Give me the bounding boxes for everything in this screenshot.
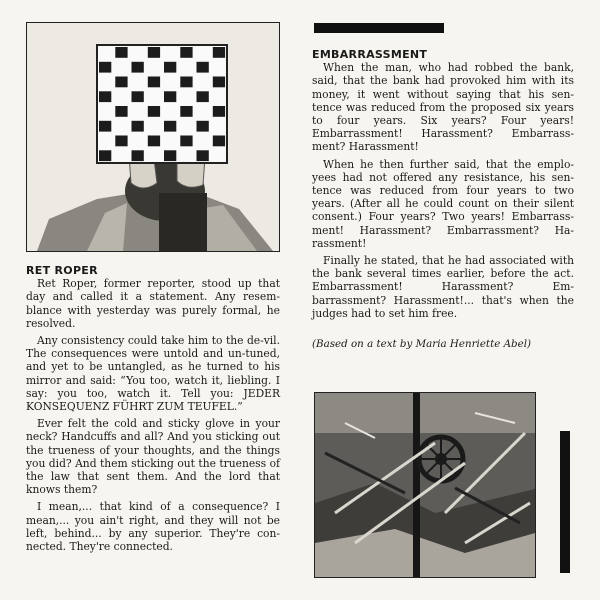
- chess-square: [213, 77, 225, 88]
- chess-square: [213, 106, 225, 117]
- chess-square: [132, 91, 144, 102]
- chess-square: [115, 77, 127, 88]
- chess-square: [197, 62, 209, 73]
- chess-square: [132, 62, 144, 73]
- chess-square: [164, 91, 176, 102]
- chess-square: [99, 91, 111, 102]
- chess-square: [180, 47, 192, 58]
- chess-square: [115, 136, 127, 147]
- scrapyard-photo-graphic: [315, 393, 535, 577]
- chess-square: [99, 62, 111, 73]
- article-embarrassment: [312, 48, 574, 351]
- article-ret-roper: [26, 264, 280, 553]
- chess-square: [180, 77, 192, 88]
- decorative-bar-top: [314, 23, 444, 33]
- chessboard-photo-graphic: [27, 23, 279, 251]
- chess-square: [148, 106, 160, 117]
- chess-square: [213, 47, 225, 58]
- chess-square: [115, 47, 127, 58]
- paragraph: I mean,... that kind of a consequence? I mean,... you ain't right, and they will not be left, behind... by any superior. They're con-nected. They're connected.: [26, 500, 280, 554]
- paragraph: Ever felt the cold and sticky glove in your neck? Handcuffs and all? And you sticking out the trueness of your thoughts, and the things you did? And them sticking out the trueness of the law that sent them. And the lord that knows them?: [26, 417, 280, 497]
- article-heading: EMBARRASSMENT: [312, 48, 428, 61]
- paragraph: When the man, who had robbed the bank, said, that the bank had provoked him with its money, it went without saying that his sen-tence was reduced from the proposed six years to four years. Six years? Four years! Embarrassment! Harassment? Embarrass-ment? Harassment!: [312, 61, 574, 154]
- paragraph: Finally he stated, that he had associated with the bank several times earlier, before the act. Embarrassment! Harassment? Em-barrassment? Harassment!... that's when the judges had to set him free.: [312, 254, 574, 320]
- chess-square: [164, 121, 176, 132]
- chess-square: [180, 136, 192, 147]
- chess-square: [197, 121, 209, 132]
- chess-square: [213, 136, 225, 147]
- chess-square: [164, 150, 176, 161]
- chess-square: [132, 150, 144, 161]
- chess-square: [197, 150, 209, 161]
- chess-square: [115, 106, 127, 117]
- source-credit: (Based on a text by Maria Henriette Abel): [312, 338, 532, 351]
- scrapyard-photo: [314, 392, 536, 578]
- paragraph: When he then further said, that the emplo-yees had not offered any resistance, his sen-tence was reduced from four years to two years. (After all he could count on their silent consent.) Four years? Two years! Embarrass-ment! Harassment? Embarrassment? Ha-rassment!: [312, 157, 574, 250]
- article-heading: RET ROPER: [26, 264, 98, 277]
- chess-square: [132, 121, 144, 132]
- paragraph: Ret Roper, former reporter, stood up that day and called it a statement. Any resem-blance with yesterday was purely formal, he resolved.: [26, 277, 280, 330]
- chess-square: [180, 106, 192, 117]
- chess-square: [164, 62, 176, 73]
- chess-square: [148, 77, 160, 88]
- decorative-bar-side: [560, 431, 570, 573]
- chess-square: [148, 47, 160, 58]
- paragraph: Any consistency could take him to the de-vil. The consequences were untold and un-tuned, and yet to be untangled, as he turned to his mirror and said: “You too, watch it, liebling. I say: you too, watch it. Tell you: JEDER KONSEQUENZ FÜHRT ZUM TEUFEL.”: [26, 334, 280, 414]
- chessboard-photo: [26, 22, 280, 252]
- chess-square: [148, 136, 160, 147]
- chess-square: [99, 150, 111, 161]
- chess-square: [99, 121, 111, 132]
- chess-square: [197, 91, 209, 102]
